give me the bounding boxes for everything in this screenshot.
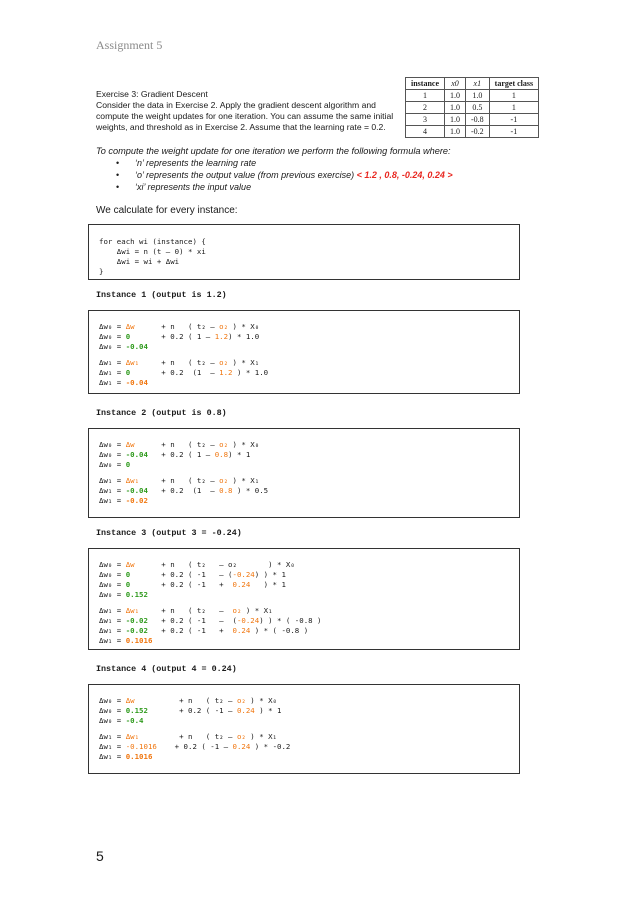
instance-1-heading: Instance 1 (output is 1.2) [96, 290, 227, 300]
exercise-line: Consider the data in Exercise 2. Apply the gradient descent algorithm and [96, 100, 376, 110]
exercise-line: weights, and threshold as in Exercise 2. Assume that the learning rate = 0.2. [96, 122, 386, 132]
list-item [96, 181, 453, 193]
table-cell: 0.5 [466, 102, 490, 114]
table-cell: 1.0 [445, 114, 466, 126]
exercise-title: Exercise 3: Gradient Descent [96, 89, 208, 99]
instance-2-calc: Δw₀ = Δw + n ( t₂ – o₂ ) * X₀ Δw₀ = -0.04 + 0.2 ( 1 – 0.8) * 1 Δw₀ = 0 Δw₁ = Δw₁ + n ( t₂ – o₂ ) * X₁ Δw₁ = -0.04 + 0.2 (1 – 0.8 ) * 0.5 Δw₁ = -0.02 [99, 440, 269, 505]
list-item [96, 157, 453, 169]
instance-3-heading: Instance 3 (output 3 = -0.24) [96, 528, 242, 538]
table-cell: -0.2 [466, 126, 490, 138]
instance-3-box [88, 548, 520, 650]
table-row [406, 102, 539, 114]
instance-4-calc: Δw₀ = Δw + n ( t₂ – o₂ ) * X₀ Δw₀ = 0.152 + 0.2 ( -1 – 0.24 ) * 1 Δw₀ = -0.4 Δw₁ = Δw₁ + n ( t₂ – o₂ ) * X₁ Δw₁ = -0.1016 + 0.2 ( -1 – 0.24 ) * -0.2 Δw₁ = 0.1016 [99, 696, 291, 761]
exercise-line: compute the weight updates for one iteration. You can assume the same initial [96, 111, 394, 121]
exercise-intro [96, 89, 396, 133]
output-values: < 1.2 , 0.8, -0.24, 0.24 > [356, 170, 453, 180]
table-row [406, 114, 539, 126]
table-cell: 1.0 [445, 126, 466, 138]
table-cell: 4 [406, 126, 445, 138]
table-cell: -0.8 [466, 114, 490, 126]
instance-4-box [88, 684, 520, 774]
table-cell: 1.0 [466, 90, 490, 102]
instance-1-box [88, 310, 520, 394]
bullet-icon: • [116, 158, 120, 168]
table-cell: 2 [406, 102, 445, 114]
instance-3-calc: Δw₀ = Δw + n ( t₂ – o₂ ) * X₀ Δw₀ = 0 + 0.2 ( -1 – (-0.24) ) * 1 Δw₀ = 0 + 0.2 ( -1 + 0.24 ) * 1 Δw₀ = 0.152 Δw₁ = Δw₁ + n ( t₂ – o₂ ) * X₁ Δw₁ = -0.02 + 0.2 ( -1 – (-0.24) ) * ( -0.8 ) Δw₁ = -0.02 + 0.2 ( -1 + 0.24 ) * ( -0.8 ) Δw₁ = 0.1016 [99, 560, 322, 645]
col-header-x0: x0 [445, 78, 466, 90]
bullet-icon: • [116, 170, 120, 180]
table-cell: 1 [406, 90, 445, 102]
code-line: } [99, 267, 104, 276]
instance-2-heading: Instance 2 (output is 0.8) [96, 408, 227, 418]
pseudocode [99, 237, 206, 277]
bullet-text: ‘o’ represents the output value (from previous exercise) [135, 170, 357, 180]
table-cell: -1 [489, 114, 538, 126]
table-cell: 3 [406, 114, 445, 126]
code-line: for each wi (instance) { [99, 237, 206, 246]
calc-intro: We calculate for every instance: [96, 205, 238, 216]
code-line: Δwi = n (t – 0) * xi [99, 247, 206, 256]
instance-4-heading: Instance 4 (output 4 = 0.24) [96, 664, 237, 674]
page-header: Assignment 5 [96, 38, 163, 52]
instance-1-calc: Δw₀ = Δw + n ( t₂ – o₂ ) * X₀ Δw₀ = 0 + 0.2 ( 1 – 1.2) * 1.0 Δw₀ = -0.04 Δw₁ = Δw₁ + n ( t₂ – o₂ ) * X₁ Δw₁ = 0 + 0.2 (1 – 1.2 ) * 1.0 Δw₁ = -0.04 [99, 322, 269, 387]
list-item [96, 169, 453, 181]
data-table [405, 77, 539, 138]
page-number: 5 [96, 848, 104, 864]
code-line: Δwi = wi + Δwi [99, 257, 180, 266]
table-cell: 1 [489, 90, 538, 102]
instance-2-box [88, 428, 520, 518]
definition-list [96, 157, 453, 193]
table-row [406, 90, 539, 102]
bullet-text: ‘n’ represents the learning rate [135, 158, 257, 168]
table-cell: 1 [489, 102, 538, 114]
table-row [406, 126, 539, 138]
table-cell: -1 [489, 126, 538, 138]
col-header-x1: x1 [466, 78, 490, 90]
table-cell: 1.0 [445, 102, 466, 114]
bullet-text: ‘xi’ represents the input value [135, 182, 252, 192]
formula-heading: To compute the weight update for one iteration we perform the following formula where: [96, 146, 451, 156]
pseudocode-box [88, 224, 520, 280]
col-header-instance: instance [406, 78, 445, 90]
col-header-target-class: target class [489, 78, 538, 90]
table-cell: 1.0 [445, 90, 466, 102]
bullet-icon: • [116, 182, 120, 192]
